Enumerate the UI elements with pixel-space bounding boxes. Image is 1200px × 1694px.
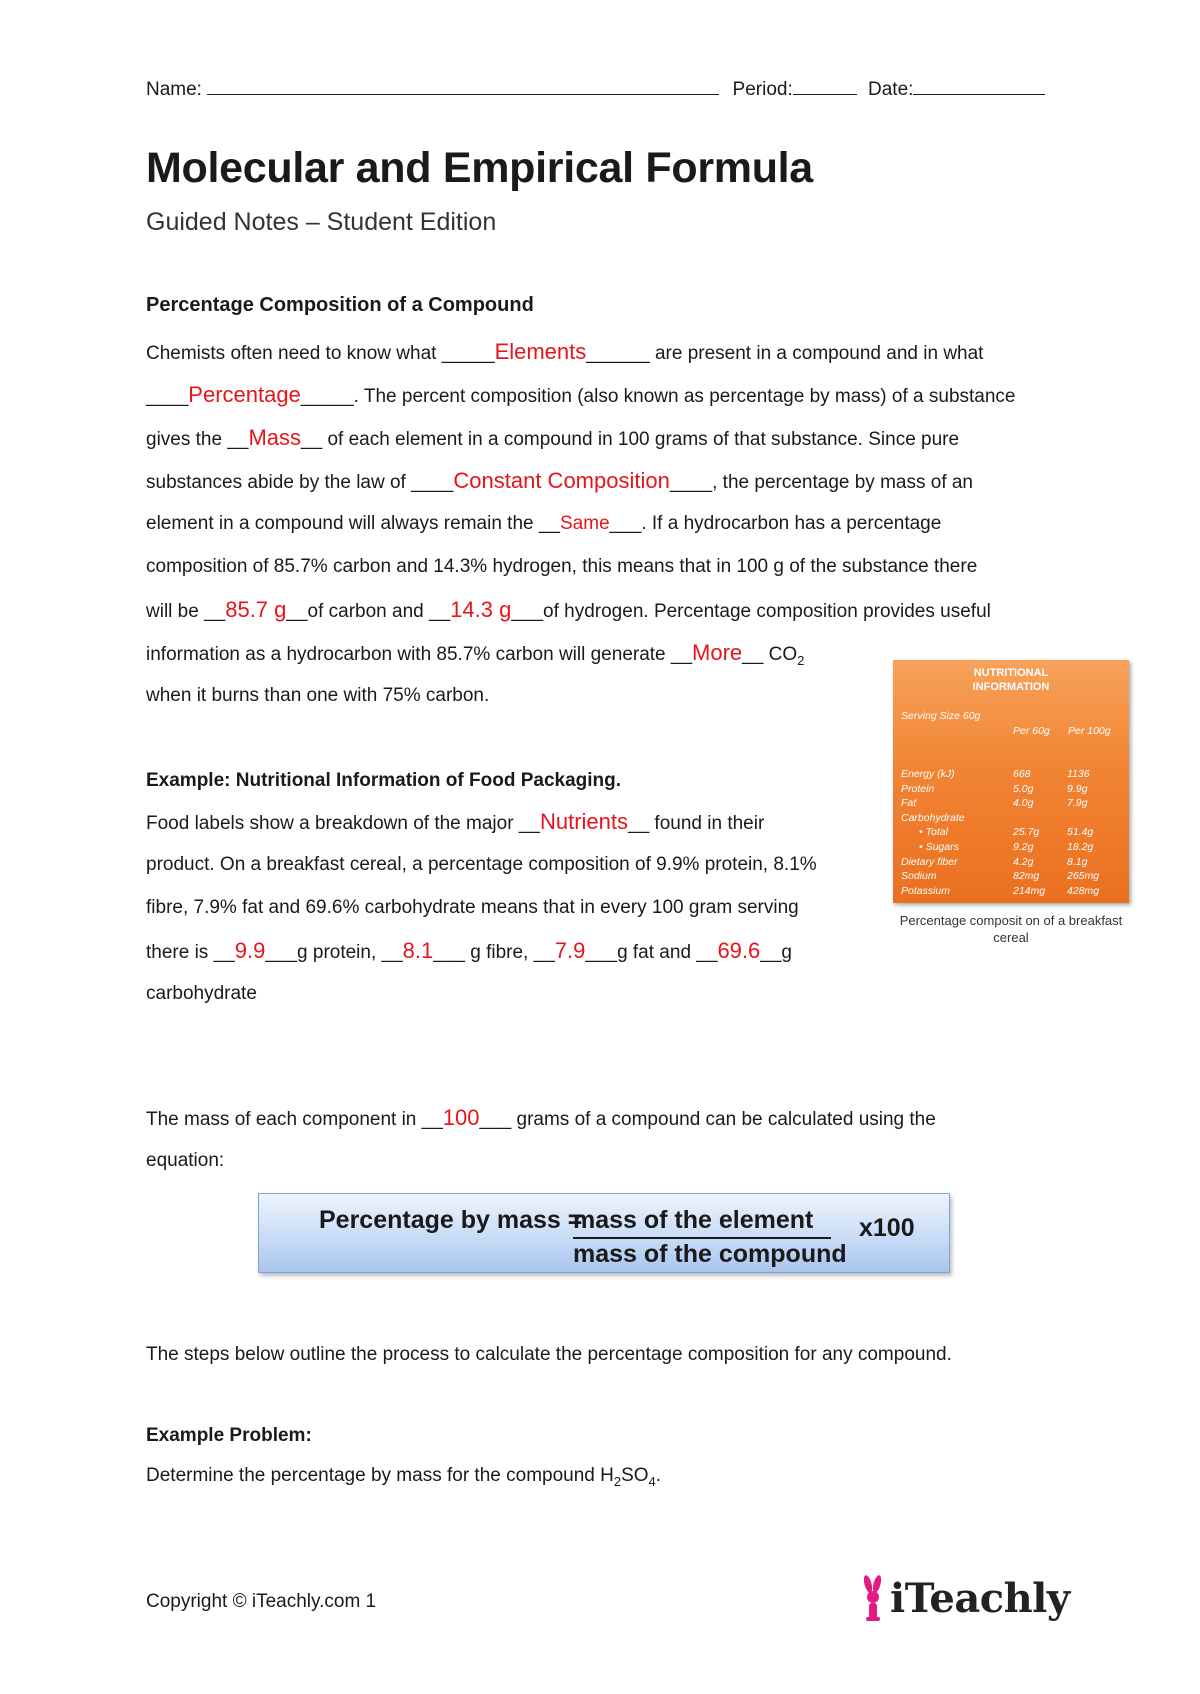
example-heading-nutrition: Example: Nutritional Information of Food Packaging.	[146, 770, 622, 791]
nutrition-column-headers: Per 60g Per 100g	[1013, 725, 1111, 737]
text-line: product. On a breakfast cereal, a percentage composition of 9.9% protein, 8.1%	[146, 854, 817, 875]
formula-numerator: mass of the element	[573, 1206, 831, 1239]
paragraph-nutrition-example	[146, 800, 817, 1015]
formula-multiplier: x100	[859, 1214, 915, 1242]
text-line: equation:	[146, 1150, 225, 1171]
nutrition-row: Fat 4.0g 7.9g	[901, 797, 1088, 810]
text-line: composition of 85.7% carbon and 14.3% hydrogen, this means that in 100 g of the substance there	[146, 556, 978, 577]
nutrition-rows	[901, 767, 1127, 898]
text-line: will be __85.7 g__of carbon and __14.3 g___of hydrogen. Percentage composition provides useful	[146, 597, 991, 622]
answer-protein: 9.9	[234, 938, 266, 963]
text-line: gives the __Mass__ of each element in a compound in 100 grams of that substance. Since pure	[146, 425, 960, 450]
example-problem-heading: Example Problem:	[146, 1425, 312, 1446]
page-title: Molecular and Empirical Formula	[146, 144, 813, 192]
name-label: Name:	[146, 79, 202, 100]
nutrition-row: • Total 25.7g 51.4g	[919, 826, 1094, 839]
formula-box	[258, 1193, 950, 1273]
text-line: information as a hydrocarbon with 85.7% carbon will generate __More__ $CO_2$	[146, 640, 805, 668]
formula-denominator: mass of the compound	[573, 1240, 847, 1268]
answer-fibre: 8.1	[402, 938, 434, 963]
paragraph-mass-equation	[146, 1096, 936, 1182]
answer-mass: Mass	[248, 425, 302, 450]
formula-lhs: Percentage by mass =	[319, 1206, 583, 1234]
date-label: Date:	[868, 79, 914, 100]
answer-carbon-mass: 85.7 g	[225, 597, 287, 622]
answer-hydrogen-mass: 14.3 g	[450, 597, 512, 622]
text-line: Food labels show a breakdown of the major __Nutrients__ found in their	[146, 809, 765, 834]
text-line: substances abide by the law of ____Constant Composition____, the percentage by mass of an	[146, 468, 974, 493]
bunny-icon	[858, 1575, 888, 1625]
answer-elements: Elements	[494, 339, 587, 364]
example-problem-text: Determine the percentage by mass for the compound $H_2SO_4$.	[146, 1465, 662, 1489]
text-line: ____Percentage_____. The percent composition (also known as percentage by mass) of a substance	[146, 382, 1016, 407]
nutrition-row: Dietary fiber 4.2g 8.1g	[901, 855, 1088, 868]
answer-percentage: Percentage	[188, 382, 301, 407]
answer-constant-composition: Constant Composition	[453, 468, 670, 493]
text-line: The mass of each component in __100___ grams of a compound can be calculated using the	[146, 1105, 936, 1130]
steps-text: The steps below outline the process to calculate the percentage composition for any compound.	[146, 1344, 952, 1365]
period-blank[interactable]	[793, 76, 857, 95]
nutrition-row: Carbohydrate	[901, 811, 965, 824]
text-line: element in a compound will always remain the __Same___. If a hydrocarbon has a percentage	[146, 513, 942, 534]
answer-more: More	[692, 640, 743, 665]
footer-copyright: Copyright © iTeachly.com 1	[146, 1591, 377, 1612]
nutrition-row: Potassium 214mg 428mg	[901, 884, 1100, 897]
text-line: Chemists often need to know what _____Elements______ are present in a compound and in what	[146, 339, 984, 364]
page-subtitle: Guided Notes – Student Edition	[146, 208, 497, 236]
iteachly-logo	[858, 1575, 1068, 1625]
nutrition-row: Energy (kJ) 668 1136	[901, 768, 1090, 780]
answer-nutrients: Nutrients	[539, 809, 629, 834]
nutrition-image-caption: Percentage composit on of a breakfast cereal	[899, 913, 1123, 945]
period-label: Period:	[732, 79, 793, 100]
text-line: carbohydrate	[146, 983, 257, 1004]
section-heading-percentage-composition: Percentage Composition of a Compound	[146, 294, 534, 316]
date-blank[interactable]	[913, 76, 1045, 95]
nutrition-row: Sodium 82mg 265mg	[901, 870, 1100, 883]
nutrition-label-image	[893, 660, 1129, 903]
answer-same: Same	[560, 513, 610, 534]
answer-hundred: 100	[442, 1105, 480, 1130]
nutrition-row: • Sugars 9.2g 18.2g	[919, 840, 1094, 853]
answer-fat: 7.9	[554, 938, 586, 963]
paragraph-percentage-composition	[146, 330, 1016, 717]
answer-carbohydrate: 69.6	[717, 938, 761, 963]
nutrition-row: Protein 5.0g 9.9g	[901, 782, 1088, 795]
text-line: there is __9.9___g protein, __8.1___ g fibre, __7.9___g fat and __69.6__g	[146, 938, 792, 963]
text-line: fibre, 7.9% fat and 69.6% carbohydrate means that in every 100 gram serving	[146, 897, 799, 918]
header-fields	[146, 76, 1056, 102]
name-blank[interactable]	[207, 76, 719, 95]
nutrition-label-title: NUTRITIONAL INFORMATION	[972, 667, 1050, 693]
logo-wordmark: iTeachly	[890, 1575, 1070, 1622]
text-line: when it burns than one with 75% carbon.	[146, 685, 490, 706]
nutrition-serving-size: Serving Size 60g	[901, 710, 981, 722]
